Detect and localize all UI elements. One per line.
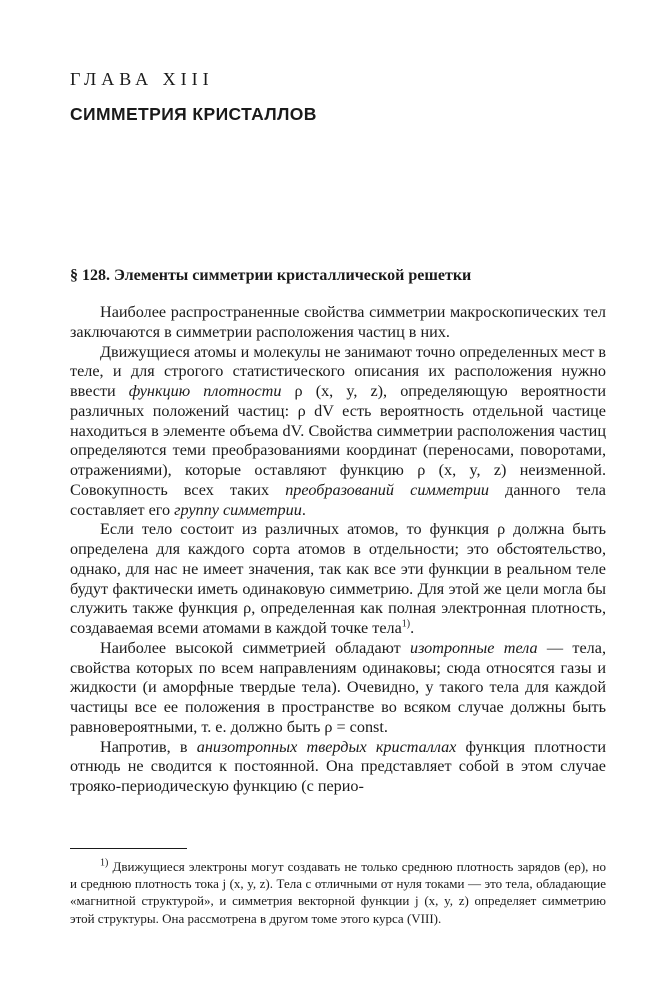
paragraph-1: Наиболее распространенные свойства симметрии макроскопических тел заключаются в симметрии расположения частиц в них. — [70, 303, 606, 341]
footnote-mark: 1) — [100, 857, 109, 869]
text-run: ρ (x, y, z), определяющую вероятности различных положений частиц: ρ dV есть вероятность отдельной частице находиться в элементе объема dV. Свойства симметрии расположения частиц определяются теми преобразованиями координат (переносами, поворотами, отражениями), которые оставляют функцию ρ (x, y, z) неизменной. Совокупность всех таких — [70, 382, 607, 499]
footnote-divider — [70, 848, 187, 849]
text-run: Если тело состоит из различных атомов, то функция ρ должна быть определена для каждого сорта атомов в отдельности; это обстоятельство, однако, для нас не имеет значения, так как все эти функции в реальном теле будут фактически иметь одинаковую симметрию. Для этой же цели могла бы служить также функция ρ, определенная как полная электронная плотность, создаваемая всеми атомами в каждой точке тела — [70, 520, 606, 637]
paragraph-5 — [70, 738, 606, 797]
footnote-reference: 1) — [401, 618, 411, 630]
text-run: Наиболее высокой симметрией обладают — [100, 638, 410, 657]
paragraph-4 — [70, 639, 606, 738]
text-run: Движущиеся атомы и молекулы не занимают точно определенных мест в теле, и для строгого статистического описания их расположения нужно ввести — [70, 342, 606, 400]
term-isotropic-bodies: изотропные тела — [409, 638, 538, 657]
text-run: — тела, свойства которых по всем направлениям одинаковы; сюда относятся газы и жидкости (и аморфные твердые тела). Очевидно, у такого тела для каждой частицы все ее положения в пространстве во всяком случае должны быть равновероятными, т. е. должно быть ρ = const. — [70, 638, 606, 736]
body-text — [70, 303, 606, 797]
term-density-function: функцию плотности — [128, 382, 282, 400]
footnote-text: Движущиеся электроны могут создавать не только среднюю плотность зарядов (eρ), но и среднюю плотность тока j (x, y, z). Тела с отличными от нуля токами — это тела, обладающие «магнитной структурой», и симметрия векторной функции j (x, y, z) определяет симметрию этой структуры. Она рассмотрена в другом томе этого курса (VIII). — [70, 859, 606, 926]
section-heading: § 128. Элементы симметрии кристаллической решетки — [70, 267, 472, 284]
chapter-label: ГЛАВА XIII — [70, 69, 214, 89]
footnote — [70, 858, 606, 927]
text-run: Напротив, в — [100, 737, 197, 756]
paragraph-3 — [70, 520, 606, 639]
text-run: . — [301, 500, 306, 519]
term-symmetry-transformations: преобразований симметрии — [285, 480, 490, 499]
term-anisotropic-crystals: анизотропных твердых кристаллах — [196, 737, 457, 756]
text-run: . — [410, 619, 415, 637]
text-run: данного тела составляет его — [70, 480, 606, 519]
paragraph-2 — [70, 343, 606, 521]
text-run: функция плотности отнюдь не сводится к постоянной. Она представляет собой в этом случае трояко-периодическую функцию (с перио- — [70, 737, 606, 795]
chapter-title: СИММЕТРИЯ КРИСТАЛЛОВ — [70, 104, 317, 124]
term-symmetry-group: группу симметрии — [174, 500, 302, 519]
